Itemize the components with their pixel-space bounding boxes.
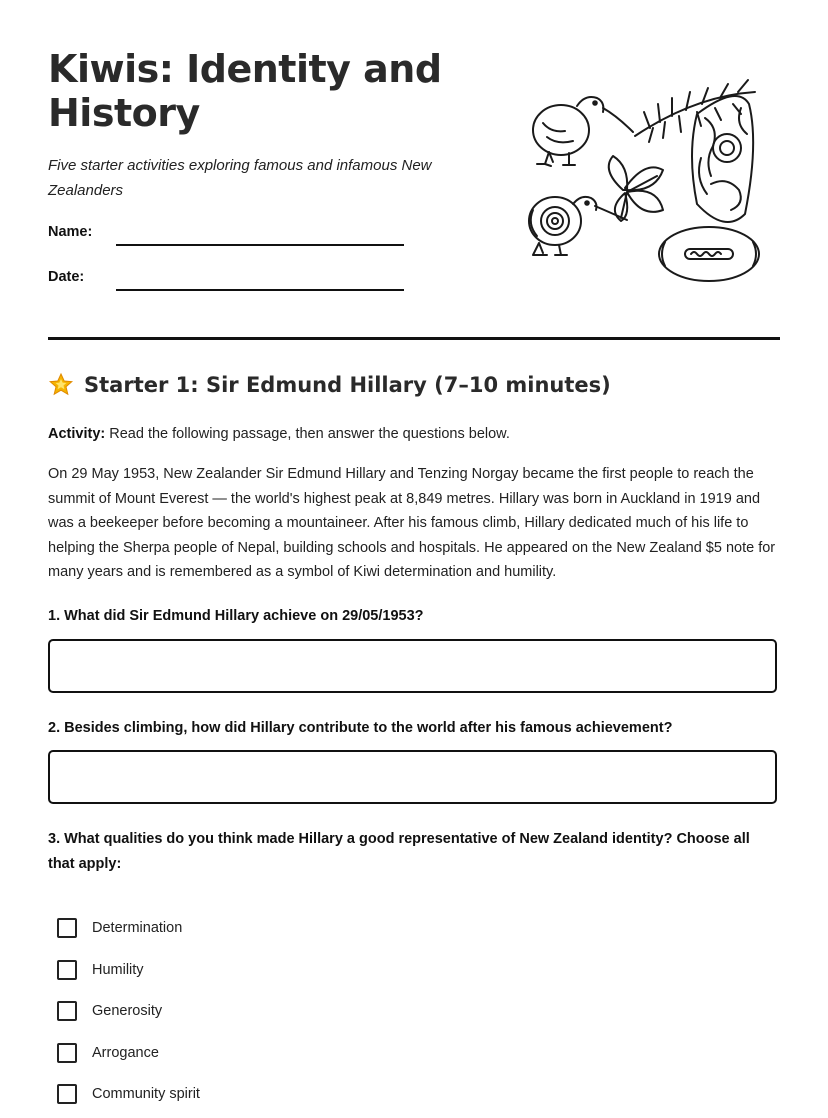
option-label: Humility [92, 962, 144, 978]
reading-passage: On 29 May 1953, New Zealander Sir Edmund Hillary and Tenzing Norgay became the first people to reach the summit of Mount Everest — the world's highest peak at 8,849 metres. Hillary was born in Auckland in 1919 and was a beekeeper before becoming a mountaineer. After his famous climb, Hillary dedicated much of his life to helping the Sherpa people of Nepal, building schools and hospitals. He appeared on the New Zealand $5 note for many years and is remembered as a symbol of Kiwi determination and humility. [48, 466, 776, 581]
option-humility[interactable] [57, 957, 144, 983]
activity-label: Activity: [48, 426, 106, 442]
question-3: 3. What qualities do you think made Hillary a good representative of New Zealand identity? Choose all that apply: [48, 831, 750, 872]
activity-text: Read the following passage, then answer the questions below. [105, 426, 510, 442]
name-label: Name: [48, 224, 93, 240]
checkbox[interactable] [57, 1084, 77, 1104]
patterned-kiwi-bird-icon [529, 197, 627, 255]
maori-carving-icon [692, 96, 753, 222]
option-label: Determination [92, 920, 183, 936]
nz-illustration [515, 78, 790, 293]
option-label: Generosity [92, 1003, 163, 1019]
question-1: 1. What did Sir Edmund Hillary achieve on 29/05/1953? [48, 608, 424, 624]
activity-instruction [48, 424, 788, 444]
worksheet-subtitle: Five starter activities exploring famous and infamous New Zealanders [48, 157, 432, 199]
checkbox[interactable] [57, 1001, 77, 1021]
silver-fern-icon [635, 80, 755, 142]
leaf-cluster-icon [609, 156, 663, 221]
worksheet-title: Kiwis: Identity and History [48, 47, 442, 135]
date-label: Date: [48, 269, 85, 285]
checkbox[interactable] [57, 1043, 77, 1063]
option-determination[interactable] [57, 915, 182, 941]
name-field-line[interactable] [116, 244, 404, 246]
starter1-heading-text: Starter 1: Sir Edmund Hillary (7–10 minutes) [84, 373, 611, 397]
answer-box-1[interactable] [48, 639, 777, 693]
answer-box-2[interactable] [48, 750, 777, 804]
option-label: Community spirit [92, 1086, 200, 1102]
date-field-line[interactable] [116, 289, 404, 291]
starter1-heading [48, 372, 611, 398]
option-community-spirit[interactable] [57, 1081, 200, 1107]
option-arrogance[interactable] [57, 1040, 159, 1066]
question-2: 2. Besides climbing, how did Hillary contribute to the world after his famous achievement? [48, 720, 673, 736]
checkbox[interactable] [57, 960, 77, 980]
section-divider [48, 337, 780, 340]
glowing-star-icon [48, 372, 74, 398]
option-generosity[interactable] [57, 998, 162, 1024]
checkbox[interactable] [57, 918, 77, 938]
option-label: Arrogance [92, 1045, 159, 1061]
kiwi-bird-icon [533, 97, 633, 166]
rugby-ball-icon [659, 227, 759, 281]
